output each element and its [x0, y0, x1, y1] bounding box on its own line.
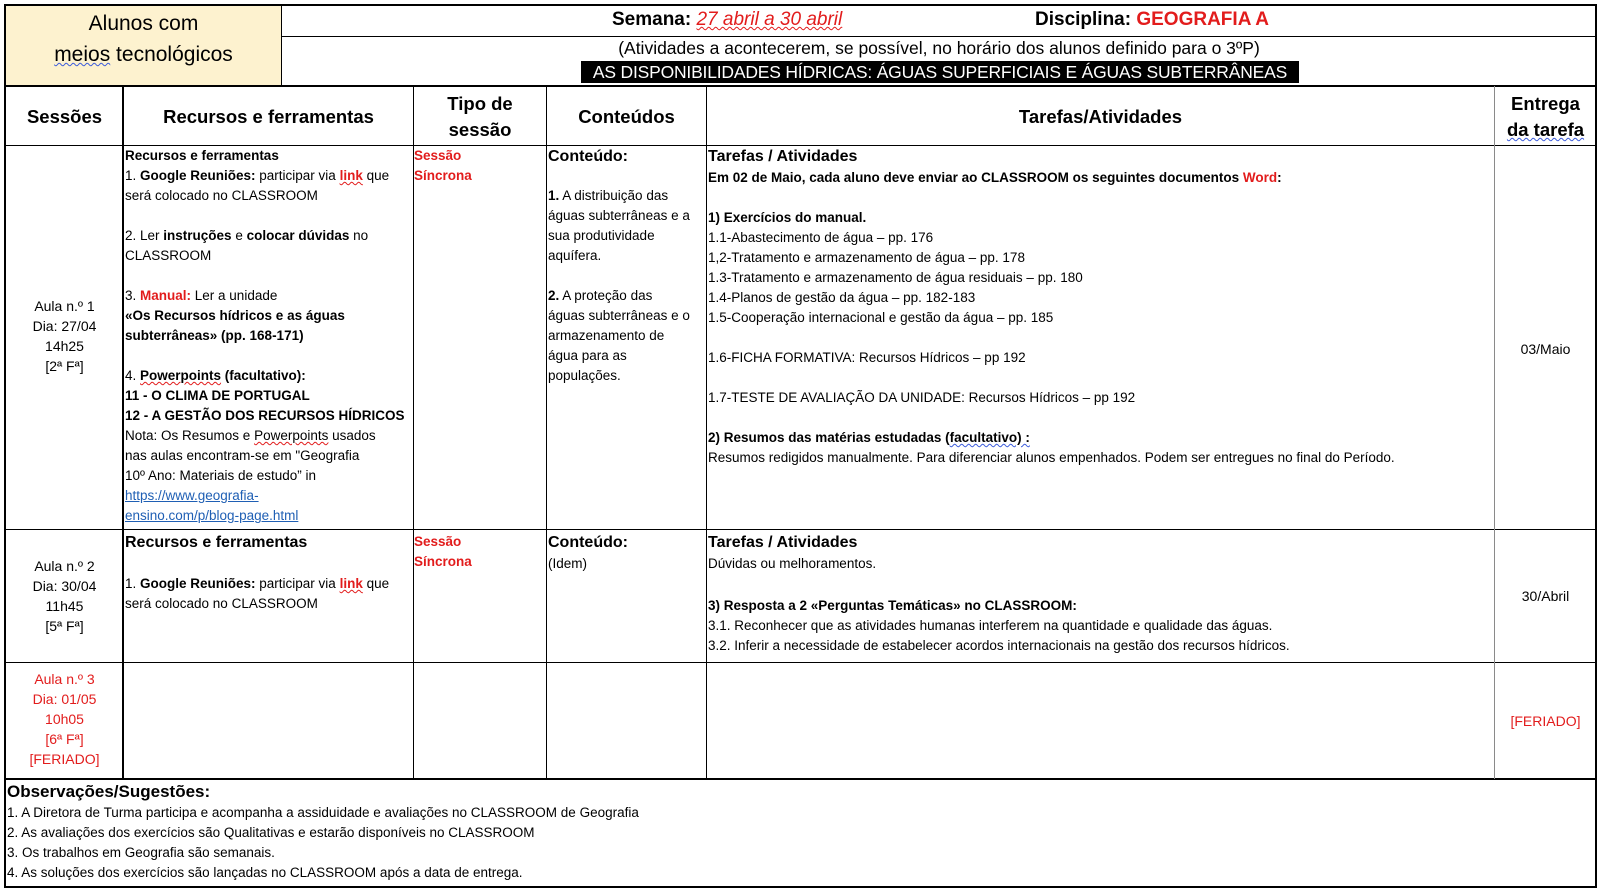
- col-sessoes: Sessões: [26, 106, 103, 127]
- row2-entrega: 30/Abril: [1521, 588, 1570, 604]
- header-bottom: [4, 85, 1597, 87]
- exercise-item: 1.4-Planos de gestão da água – pp. 182-183: [708, 290, 976, 305]
- col-line-2: [413, 86, 414, 779]
- row1-session: Aula n.º 1 Dia: 27/04 14h25 [2ª Fª]: [32, 298, 97, 374]
- col-entrega: Entrega da tarefa: [1506, 93, 1585, 140]
- observation-item: 1. A Diretora de Turma participa e acompanha a assiduidade e avaliações no CLASSROOM de Geografia: [7, 805, 639, 820]
- exercise-item: 1.5-Cooperação internacional e gestão da água – pp. 185: [708, 310, 1054, 325]
- row1-tasks: Tarefas / Atividades Em 02 de Maio, cada aluno deve enviar ao CLASSROOM os seguintes documentos Word: 1) Exercícios do manual. 1.1-Abastecimento de água – pp. 176 1,2-Tratamento e armazenamento de água – pp. 178 1.3-Tratamento e armazenamento de água residuais – pp. 180 1.4-Planos de gestão da água – pp. 182-183 1.5-Cooperação internacional e gestão da água – pp. 185 1.6-FICHA FORMATIVA: Recursos Hídricos – pp 192 1.7-TESTE DE AVALIAÇÃO DA UNIDADE: Recursos Hídricos – pp 192 2) Resumos das matérias estudadas (facultativo) : Resumos redigidos manualmente. Para diferenciar alunos empenhados. Podem ser entregues no final do Período.: [708, 146, 1493, 468]
- row2-tipo: Sessão Síncrona: [414, 534, 472, 569]
- row2-conteudo: Conteúdo: (Idem): [548, 534, 628, 571]
- observation-item: 4. As soluções dos exercícios são lançadas no CLASSROOM após a data de entrega.: [7, 865, 523, 880]
- row3-entrega: [FERIADO]: [1510, 713, 1581, 729]
- header-divider-v: [281, 4, 282, 86]
- row1-entrega: 03/Maio: [1520, 341, 1571, 357]
- row2-tasks: Tarefas / Atividades Dúvidas ou melhoramentos. 3) Resposta a 2 «Perguntas Temáticas» no CLASSROOM: 3.1. Reconhecer que as atividades humanas interferem na quantidade e qualidade das águas. 3.2. Inferir a necessidade de estabelecer acordos internacionais na gestão dos recursos hídricos.: [708, 534, 1290, 653]
- meet-link[interactable]: link: [339, 168, 363, 183]
- col-line-3: [546, 86, 547, 779]
- schedule-note: (Atividades a acontecerem, se possível, no horário dos alunos definido para o 3ºP): [618, 38, 1260, 58]
- row3-session: Aula n.º 3 Dia: 01/05 10h05 [6ª Fª] [FERIADO]: [29, 671, 100, 767]
- row2-session: Aula n.º 2 Dia: 30/04 11h45 [5ª Fª]: [32, 558, 97, 634]
- border-left: [4, 4, 6, 888]
- border-top: [4, 4, 1597, 6]
- exercise-item: 1.1-Abastecimento de água – pp. 176: [708, 230, 934, 245]
- row1-tipo: Sessão Síncrona: [414, 148, 472, 183]
- row1-conteudo: Conteúdo: 1. A distribuição das águas subterrâneas e a sua produtividade aquífera. 2. A proteção das águas subterrâneas e o armazenamento de água para as populações.: [548, 148, 690, 383]
- observation-item: 2. As avaliações dos exercícios são Qualitativas e estarão disponíveis no CLASSROOM: [7, 825, 535, 840]
- blog-url-cont[interactable]: ensino.com/p/blog-page.html: [125, 508, 299, 523]
- exercise-item: 1.3-Tratamento e armazenamento de água residuais – pp. 180: [708, 270, 1083, 285]
- col-recursos: Recursos e ferramentas: [163, 106, 374, 127]
- semana: Semana: 27 abril a 30 abril: [612, 9, 843, 30]
- topic-title: AS DISPONIBILIDADES HÍDRICAS: ÁGUAS SUPERFICIAIS E ÁGUAS SUBTERRÂNEAS: [592, 62, 1288, 82]
- border-right: [1595, 4, 1597, 888]
- col-tipo: Tipo de sessão: [447, 93, 513, 140]
- students-box-text: Alunos com meios tecnológicos: [54, 12, 233, 66]
- blog-url[interactable]: https://www.geografia-: [125, 488, 259, 503]
- observation-item: 3. Os trabalhos em Geografia são semanais.: [7, 845, 275, 860]
- col-line-1: [122, 86, 124, 779]
- col-line-4: [706, 86, 707, 779]
- colhead-bottom: [4, 145, 1597, 146]
- disciplina: Disciplina: GEOGRAFIA A: [1035, 9, 1270, 30]
- meet-link[interactable]: link: [339, 576, 363, 591]
- col-line-5: [1494, 86, 1495, 779]
- col-tarefas: Tarefas/Atividades: [1018, 106, 1183, 127]
- row2-resources: Recursos e ferramentas 1. Google Reuniões: participar via link que será colocado no CLASSROOM: [125, 534, 390, 611]
- exercise-item: 1,2-Tratamento e armazenamento de água – pp. 178: [708, 250, 1025, 265]
- border-bottom: [4, 886, 1597, 888]
- observations: Observações/Sugestões: 1. A Diretora de Turma participa e acompanha a assiduidade e avaliações no CLASSROOM de Geografia 2. As avaliações dos exercícios são Qualitativas e estarão disponíveis no CLASSROOM 3. Os trabalhos em Geografia são semanais. 4. As soluções dos exercícios são lançadas no CLASSROOM após a data de entrega.: [7, 781, 1592, 883]
- row1-bottom: [4, 529, 1597, 530]
- row2-bottom: [4, 662, 1597, 663]
- row1-resources: Recursos e ferramentas 1. Google Reuniões: participar via link que será colocado no CLASSROOM 2. Ler instruções e colocar dúvidas no CLASSROOM 3. Manual: Ler a unidade «Os Recursos hídricos e as águas subterrâneas» (pp. 168-171) 4. Powerpoints (facultativo): 11 - O CLIMA DE PORTUGAL 12 - A GESTÃO DOS RECURSOS HÍDRICOS Nota: Os Resumos e Powerpoints usados nas aulas encontram-se em "Geografia 10º Ano: Materiais de estudo” in https://www.geografia- ensino.com/p/blog-page.html: [125, 146, 413, 528]
- table-bottom: [4, 778, 1597, 780]
- col-conteudos: Conteúdos: [578, 106, 675, 127]
- header-divider-h: [281, 36, 1596, 37]
